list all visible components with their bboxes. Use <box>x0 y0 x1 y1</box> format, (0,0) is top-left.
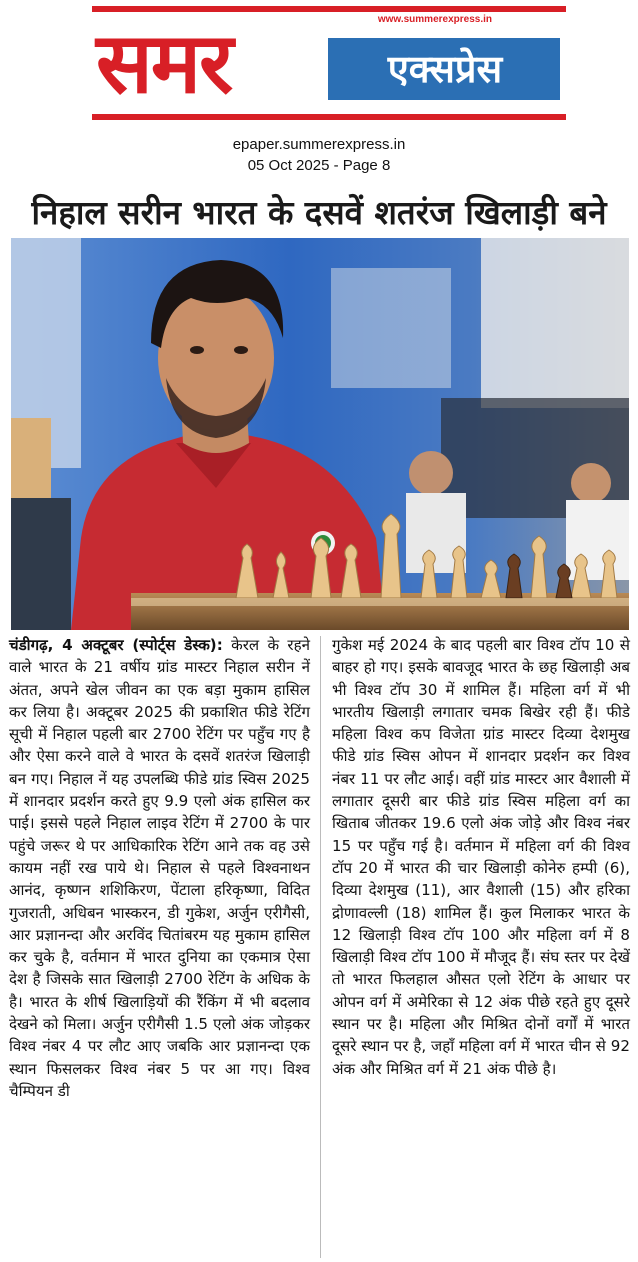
masthead-website: www.summerexpress.in <box>377 14 492 25</box>
masthead-bottom-bar <box>92 114 566 120</box>
article-headline: निहाल सरीन भारत के दसवें शतरंज खिलाड़ी बने <box>31 193 607 232</box>
masthead-top-bar <box>92 6 566 12</box>
epaper-date-page: 05 Oct 2025 - Page 8 <box>247 157 391 174</box>
masthead-logo <box>92 6 566 120</box>
epaper-url: epaper.summerexpress.in <box>232 136 406 153</box>
column-divider <box>320 636 321 1258</box>
article-dateline: चंडीगढ़, 4 अक्टूबर (स्पोर्ट्स डेस्क): <box>9 636 223 654</box>
article-column-right <box>332 634 630 1080</box>
article-column-left <box>9 634 310 1102</box>
player-photo-illustration <box>11 238 629 630</box>
masthead-name-express: एक्सप्रेस <box>387 47 503 91</box>
article-body-right: गुकेश मई 2024 के बाद पहली बार विश्व टॉप 10 से बाहर हो गए। इसके बावजूद भारत के छह खिलाड़ी अब भी विश्व टॉप 30 में शामिल हैं। महिला वर्ग में भी भारतीय खिलाड़ी लगातार चमक बिखेर रही हैं। फीडे महिला विश्व कप विजेता ग्रांड मास्टर दिव्या देशमुख फीडे ग्रांड स्विस ओपन में शानदार प्रदर्शन कर विश्व नंबर 11 पर लौट आई। वहीं ग्रांड मास्टर आर वैशाली में लगातार दूसरी बार फीडे ग्रांड स्विस महिला वर्ग का खिताब जीतकर 19.6 एलो अंक जोड़े और विश्व नंबर 15 पर पहुँच गई है। वर्तमान में महिला वर्ग की विश्व टॉप 20 में भारत की चार खिलाड़ी कोनेरु हम्पी (6), दिव्या देशमुख (11), आर वैशाली (15) और हरिका द्रोणावल्ली (18) शामिल हैं। कुल मिलाकर भारत के 12 खिलाड़ी विश्व टॉप 100 और महिला वर्ग में 8 खिलाड़ी विश्व टॉप 100 में मौजूद हैं। संघ स्तर पर देखें तो भारत फिलहाल औसत एलो रेटिंग के आधार पर ओपन वर्ग में अमेरिका से 12 अंक पीछे रहते हुए दूसरे स्थान पर है। महिला और मिश्रित दोनों वर्गों में भारत दूसरे स्थान पर है, जहाँ महिला वर्ग में भारत चीन से 92 अंक और मिश्रित वर्ग में 21 अंक पीछे है। <box>332 636 630 1078</box>
article-photo <box>11 238 629 630</box>
masthead-name-samar: समर <box>96 14 232 112</box>
article-body-left: केरल के रहने वाले भारत के 21 वर्षीय ग्रांड मास्टर निहाल सरीन नें अंतत, अपने खेल जीवन का एक बड़ा मुकाम हासिल कर लिया है। अक्टूबर 2025 की प्रकाशित फीडे रेटिंग सूची में निहाल पहली बार 2700 रेटिंग पर पहुँच गए है और ऐसा करने वाले वे भारत के दसवें शतरंज खिलाड़ी बन गए। निहाल नें यह उपलब्धि फीडे ग्रांड स्विस 2025 में शानदार प्रदर्शन करते हुए 9.9 एलो अंक हासिल कर पाई। इससे पहले निहाल लाइव रेटिंग में 2700 के पार पहुंचे जरूर थे पर आधिकारिक रेटिंग आने तक वह उसे कायम नहीं रख पाये थे। निहाल से पहले विश्वनाथन आनंद, कृष्णन शशिकिरण, पेंटाला हरिकृष्णा, विदित गुजराती, अधिबन भास्करन, डी गुकेश, अर्जुन एरीगैसी, आर प्रज्ञानन्दा और अरविंद चितांबरम यह मुकाम हासिल कर चुके है, वर्तमान में भारत दुनिया का एकमात्र ऐसा देश है जिसके सात खिलाड़ी 2700 रेटिंग के अधिक के है। भारत के शीर्ष खिलाड़ियों की रैंकिंग में भी बदलाव देखने को मिला। अर्जुन एरीगैसी 1.5 एलो अंक जोड़कर विश्व नंबर 4 पर लौट आए जबकि आर प्रज्ञानन्दा एक स्थान फिसलकर विश्व नंबर 5 पर आ गए। विश्व चैम्पियन डी <box>9 636 310 1100</box>
